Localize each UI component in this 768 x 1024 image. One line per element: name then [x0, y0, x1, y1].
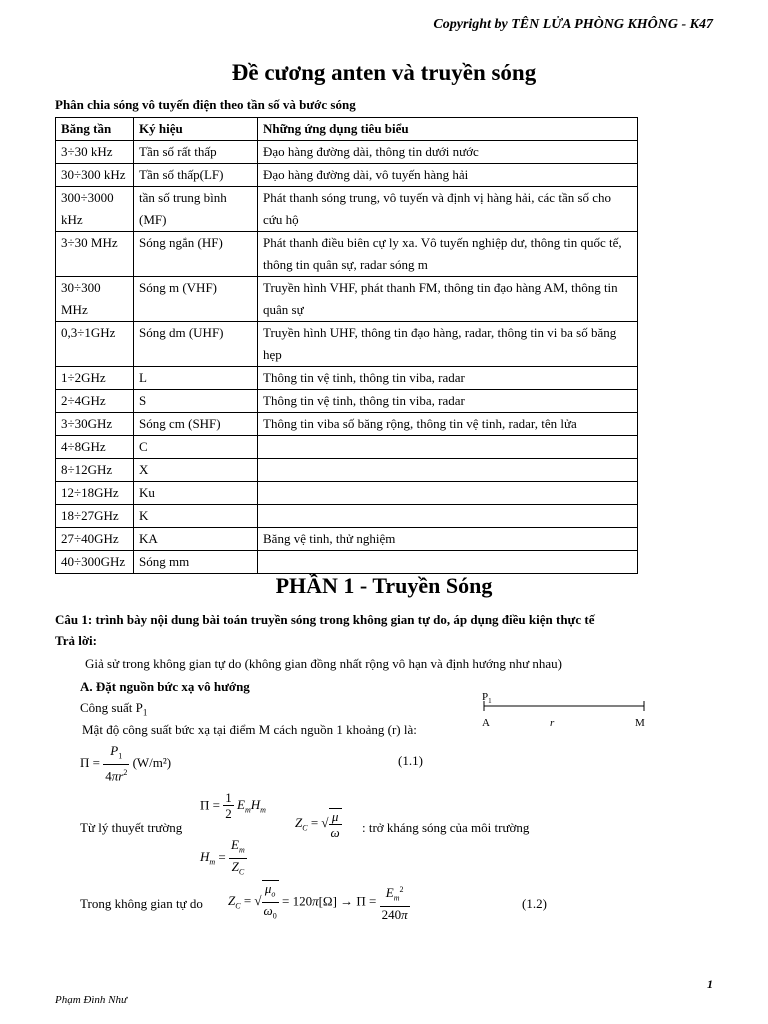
symbol-cell: Sóng cm (SHF) [134, 413, 258, 436]
distance-diagram [478, 688, 653, 730]
table-row [56, 277, 638, 322]
applications-cell: Đạo hàng đường dài, vô tuyến hàng hải [258, 164, 638, 187]
table-row [56, 367, 638, 390]
applications-cell: Phát thanh sóng trung, vô tuyến và định vị hàng hải, các tần số cho cứu hộ [258, 187, 638, 232]
symbol-cell: Tần số rất thấp [134, 141, 258, 164]
free-space-label: Trong không gian tự do [80, 896, 203, 911]
section-a-heading: A. Đặt nguồn bức xạ vô hướng [80, 679, 250, 694]
symbol-cell: Ku [134, 482, 258, 505]
band-cell: 3÷30 kHz [56, 141, 134, 164]
band-cell: 30÷300 kHz [56, 164, 134, 187]
page-number: 1 [707, 977, 713, 991]
table-row [56, 322, 638, 367]
symbol-cell: Sóng ngắn (HF) [134, 232, 258, 277]
symbol-cell: Tần số thấp(LF) [134, 164, 258, 187]
table-row [56, 528, 638, 551]
band-cell: 3÷30GHz [56, 413, 134, 436]
power-label [80, 700, 147, 718]
applications-cell: Băng vệ tinh, thử nghiệm [258, 528, 638, 551]
diagram-source-label: $P_1$ [482, 691, 492, 705]
applications-cell [258, 482, 638, 505]
band-cell: 18÷27GHz [56, 505, 134, 528]
applications-cell: Truyền hình VHF, phát thanh FM, thông tin đạo hàng AM, thông tin quân sự [258, 277, 638, 322]
equation-1-2: $Z_C$ = √ $\frac{\mu_o}{\omega_0}$ = 120π[Ω] → Π = $\frac{E_m^2}{240\pi}$ [228, 881, 408, 922]
table-row [56, 390, 638, 413]
symbol-cell: Sóng m (VHF) [134, 277, 258, 322]
symbol-cell: X [134, 459, 258, 482]
symbol-cell: S [134, 390, 258, 413]
impedance-note: : trở kháng sóng của môi trường [362, 820, 530, 835]
table-row [56, 187, 638, 232]
table-header-row [56, 118, 638, 141]
applications-cell: Thông tin viba số băng rộng, thông tin vệ tinh, radar, tên lửa [258, 413, 638, 436]
band-cell: 300÷3000 kHz [56, 187, 134, 232]
table-caption: Phân chia sóng vô tuyến điện theo tần số và bước sóng [55, 97, 356, 112]
table-row [56, 141, 638, 164]
symbol-cell: L [134, 367, 258, 390]
band-cell: 2÷4GHz [56, 390, 134, 413]
applications-cell [258, 459, 638, 482]
frequency-band-table [55, 117, 638, 574]
applications-cell [258, 436, 638, 459]
table-row [56, 413, 638, 436]
answer-label: Trả lời: [55, 633, 97, 648]
band-cell: 3÷30 MHz [56, 232, 134, 277]
eq2-number: (1.2) [522, 896, 547, 911]
copyright-header: Copyright by TÊN LỬA PHÒNG KHÔNG - K47 [433, 17, 713, 32]
table-row [56, 232, 638, 277]
document-title: Đề cương anten và truyền sóng [231, 60, 537, 85]
symbol-cell: KA [134, 528, 258, 551]
equation-1-1 [80, 743, 171, 783]
table-row [56, 164, 638, 187]
applications-cell: Phát thanh điều biên cự ly xa. Vô tuyến nghiệp dư, thông tin quốc tế, thông tin quân sự, radar sóng m [258, 232, 638, 277]
table-row [56, 505, 638, 528]
equation-zc: $Z_C$ = √ $\frac{\mu}{\omega}$ [295, 809, 340, 840]
table-row [56, 459, 638, 482]
band-cell: 1÷2GHz [56, 367, 134, 390]
header-symbol: Ký hiệu [134, 118, 258, 141]
table-row [56, 436, 638, 459]
symbol-cell: Sóng mm [134, 551, 258, 574]
density-text: Mật độ công suất bức xạ tại điểm M cách nguồn 1 khoảng (r) là: [82, 722, 417, 737]
power-label-text: Công suất P [80, 700, 143, 715]
header-applications: Những ứng dụng tiêu biểu [258, 118, 638, 141]
applications-cell: Thông tin vệ tinh, thông tin viba, radar [258, 367, 638, 390]
symbol-cell: C [134, 436, 258, 459]
applications-cell [258, 505, 638, 528]
applications-cell [258, 551, 638, 574]
eq1-fraction: $\frac{P_1}{4\pi r^2}$ [105, 743, 128, 783]
equation-pi-em-hm: Π = $\frac{1}{2}$ $E_mH_m$ [200, 790, 266, 821]
applications-cell: Đạo hàng đường dài, thông tin dưới nước [258, 141, 638, 164]
part-title: PHẦN 1 - Truyền Sóng [275, 573, 493, 598]
diagram-distance-r: r [550, 717, 555, 729]
field-theory-label: Từ lý thuyết trường [80, 820, 183, 835]
band-cell: 27÷40GHz [56, 528, 134, 551]
question-1: Câu 1: trình bày nội dung bài toán truyền sóng trong không gian tự do, áp dụng điều kiện thực tế [55, 612, 595, 627]
diagram-point-a: A [482, 717, 490, 729]
applications-cell: Thông tin vệ tinh, thông tin viba, radar [258, 390, 638, 413]
table-row [56, 482, 638, 505]
power-label-sub: 1 [142, 707, 148, 718]
symbol-cell: K [134, 505, 258, 528]
eq1-number: (1.1) [398, 753, 423, 768]
symbol-cell: Sóng dm (UHF) [134, 322, 258, 367]
applications-cell: Truyền hình UHF, thông tin đạo hàng, radar, thông tin vi ba số băng hẹp [258, 322, 638, 367]
intro-paragraph: Giả sử trong không gian tự do (không gian đồng nhất rộng vô hạn và định hướng như nhau) [85, 656, 562, 671]
author-name: Phạm Đình Như [55, 994, 127, 1006]
band-cell: 40÷300GHz [56, 551, 134, 574]
diagram-point-m: M [635, 717, 645, 729]
header-band: Băng tần [56, 118, 134, 141]
eq1-lhs: Π = [80, 754, 100, 770]
band-cell: 4÷8GHz [56, 436, 134, 459]
band-cell: 30÷300 MHz [56, 277, 134, 322]
band-cell: 8÷12GHz [56, 459, 134, 482]
band-cell: 0,3÷1GHz [56, 322, 134, 367]
symbol-cell: tần số trung bình (MF) [134, 187, 258, 232]
equation-hm: $H_m$ = $\frac{E_m}{Z_C}$ [200, 837, 245, 877]
band-cell: 12÷18GHz [56, 482, 134, 505]
table-row [56, 551, 638, 574]
eq1-unit: (W/m²) [132, 754, 172, 770]
